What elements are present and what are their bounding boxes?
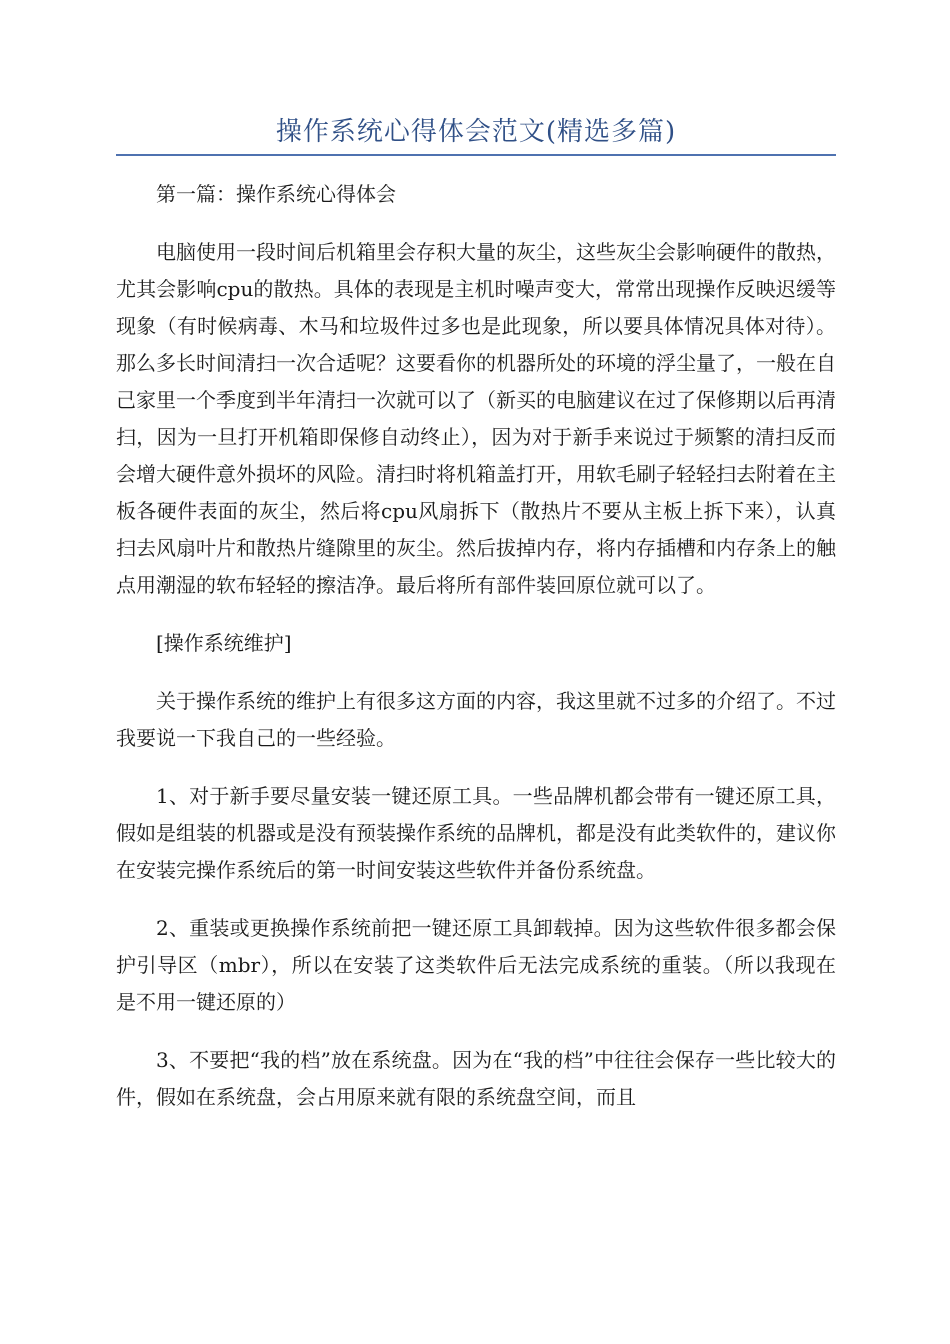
list-item: 1、对于新手要尽量安装一键还原工具。一些品牌机都会带有一键还原工具，假如是组装的机器或是没有预装操作系统的品牌机，都是没有此类软件的，建议你在安装完操作系统后的第一时间安装这些软件并备份系统盘。 — [116, 784, 836, 882]
title-underline — [116, 154, 836, 156]
document-body — [116, 176, 836, 1116]
list-item: 2、重装或更换操作系统前把一键还原工具卸载掉。因为这些软件很多都会保护引导区（mbr），所以在安装了这类软件后无法完成系统的重装。（所以我现在是不用一键还原的） — [116, 916, 836, 1014]
paragraph: 电脑使用一段时间后机箱里会存积大量的灰尘，这些灰尘会影响硬件的散热，尤其会影响cpu的散热。具体的表现是主机时噪声变大，常常出现操作反映迟缓等现象（有时候病毒、木马和垃圾件过多也是此现象，所以要具体情况具体对待）。那么多长时间清扫一次合适呢？这要看你的机器所处的环境的浮尘量了，一般在自己家里一个季度到半年清扫一次就可以了（新买的电脑建议在过了保修期以后再清扫，因为一旦打开机箱即保修自动终止），因为对于新手来说过于频繁的清扫反而会增大硬件意外损坏的风险。清扫时将机箱盖打开，用软毛刷子轻轻扫去附着在主板各硬件表面的灰尘，然后将cpu风扇拆下（散热片不要从主板上拆下来），认真扫去风扇叶片和散热片缝隙里的灰尘。然后拔掉内存，将内存插槽和内存条上的触点用潮湿的软布轻轻的擦洁净。最后将所有部件装回原位就可以了。 — [116, 240, 836, 597]
list-item: 3、不要把“我的档”放在系统盘。因为在“我的档”中往往会保存一些比较大的件，假如在系统盘，会占用原来就有限的系统盘空间，而且 — [116, 1048, 836, 1109]
section-heading: 第一篇：操作系统心得体会 — [156, 182, 396, 206]
paragraph: 关于操作系统的维护上有很多这方面的内容，我这里就不过多的介绍了。不过我要说一下我自己的一些经验。 — [116, 689, 836, 750]
document-page — [116, 0, 836, 1137]
subsection-heading: [操作系统维护] — [156, 631, 292, 655]
document-title: 操作系统心得体会范文(精选多篇) — [275, 117, 677, 147]
